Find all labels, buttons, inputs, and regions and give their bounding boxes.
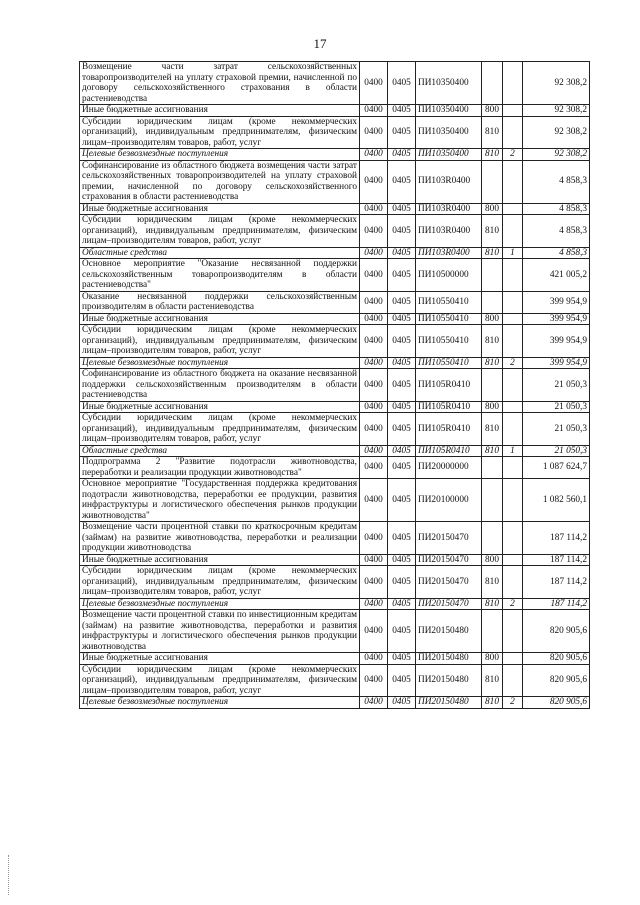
table-row xyxy=(80,116,590,149)
row-expense-type-cell: 810 xyxy=(482,116,503,149)
row-expense-type-cell xyxy=(482,62,503,105)
row-name-cell: Субсидии юридическим лицам (кроме некоммерческих организаций), индивидуальным предпринимателям, физическим лицам–производителям товаров, работ, услуг xyxy=(80,413,360,446)
row-amount-cell: 187 114,2 xyxy=(523,598,590,610)
row-source-cell xyxy=(503,566,523,599)
row-subsection-cell: 0405 xyxy=(388,116,416,149)
row-section-cell: 0400 xyxy=(360,247,388,259)
row-subsection-cell: 0405 xyxy=(388,566,416,599)
row-target-cell: ПИ20100000 xyxy=(416,479,482,522)
row-section-cell: 0400 xyxy=(360,522,388,555)
row-section-cell: 0400 xyxy=(360,697,388,709)
row-section-cell: 0400 xyxy=(360,259,388,292)
row-section-cell: 0400 xyxy=(360,653,388,665)
row-subsection-cell: 0405 xyxy=(388,325,416,358)
table-row xyxy=(80,697,590,709)
row-expense-type-cell: 810 xyxy=(482,247,503,259)
budget-table-body xyxy=(80,62,590,709)
row-section-cell: 0400 xyxy=(360,160,388,203)
row-subsection-cell: 0405 xyxy=(388,664,416,697)
row-section-cell: 0400 xyxy=(360,203,388,215)
row-section-cell: 0400 xyxy=(360,554,388,566)
row-source-cell: 1 xyxy=(503,445,523,457)
row-target-cell: ПИ20150470 xyxy=(416,598,482,610)
row-target-cell: ПИ105R0410 xyxy=(416,413,482,446)
row-amount-cell: 399 954,9 xyxy=(523,325,590,358)
row-section-cell: 0400 xyxy=(360,413,388,446)
row-subsection-cell: 0405 xyxy=(388,259,416,292)
row-name-cell: Субсидии юридическим лицам (кроме некоммерческих организаций), индивидуальным предпринимателям, физическим лицам–производителям товаров, работ, услуг xyxy=(80,325,360,358)
row-target-cell: ПИ20150480 xyxy=(416,653,482,665)
row-name-cell: Возмещение части процентной ставки по инвестиционным кредитам (займам) на развитие животноводства, переработки и развития инфраструктуры и логистического обеспечения рынков продукции животноводства xyxy=(80,610,360,653)
row-section-cell: 0400 xyxy=(360,664,388,697)
row-amount-cell: 421 005,2 xyxy=(523,259,590,292)
row-expense-type-cell xyxy=(482,522,503,555)
row-source-cell xyxy=(503,522,523,555)
row-source-cell xyxy=(503,105,523,117)
row-source-cell xyxy=(503,413,523,446)
row-target-cell: ПИ103R0400 xyxy=(416,160,482,203)
row-name-cell: Субсидии юридическим лицам (кроме некоммерческих организаций), индивидуальным предпринимателям, физическим лицам–производителям товаров, работ, услуг xyxy=(80,566,360,599)
row-name-cell: Субсидии юридическим лицам (кроме некоммерческих организаций), индивидуальным предпринимателям, физическим лицам–производителям товаров, работ, услуг xyxy=(80,116,360,149)
table-row xyxy=(80,598,590,610)
row-subsection-cell: 0405 xyxy=(388,445,416,457)
row-section-cell: 0400 xyxy=(360,401,388,413)
scan-margin-dots xyxy=(8,855,11,895)
row-source-cell: 2 xyxy=(503,697,523,709)
row-source-cell: 1 xyxy=(503,247,523,259)
row-name-cell: Возмещение части процентной ставки по краткосрочным кредитам (займам) на развитие животноводства, переработки и реализации продукции животноводства xyxy=(80,522,360,555)
row-source-cell: 2 xyxy=(503,357,523,369)
table-row xyxy=(80,105,590,117)
table-row xyxy=(80,62,590,105)
row-section-cell: 0400 xyxy=(360,610,388,653)
table-row xyxy=(80,149,590,161)
row-target-cell: ПИ103R0400 xyxy=(416,247,482,259)
row-name-cell: Областные средства xyxy=(80,247,360,259)
row-subsection-cell: 0405 xyxy=(388,369,416,402)
row-target-cell: ПИ20150480 xyxy=(416,610,482,653)
row-section-cell: 0400 xyxy=(360,215,388,248)
row-name-cell: Подпрограмма 2 "Развитие подотрасли животноводства, переработки и реализации продукции животноводства" xyxy=(80,457,360,479)
row-name-cell: Иные бюджетные ассигнования xyxy=(80,105,360,117)
table-row xyxy=(80,479,590,522)
row-target-cell: ПИ20150480 xyxy=(416,664,482,697)
row-subsection-cell: 0405 xyxy=(388,554,416,566)
row-amount-cell: 21 050,3 xyxy=(523,445,590,457)
row-section-cell: 0400 xyxy=(360,105,388,117)
row-amount-cell: 820 905,6 xyxy=(523,697,590,709)
row-name-cell: Целевые безвозмездные поступления xyxy=(80,357,360,369)
row-expense-type-cell: 800 xyxy=(482,401,503,413)
row-expense-type-cell: 800 xyxy=(482,105,503,117)
row-target-cell: ПИ10350400 xyxy=(416,149,482,161)
row-expense-type-cell xyxy=(482,160,503,203)
row-expense-type-cell xyxy=(482,479,503,522)
row-section-cell: 0400 xyxy=(360,457,388,479)
row-subsection-cell: 0405 xyxy=(388,160,416,203)
row-name-cell: Целевые безвозмездные поступления xyxy=(80,598,360,610)
row-expense-type-cell: 800 xyxy=(482,203,503,215)
table-row xyxy=(80,653,590,665)
row-amount-cell: 21 050,3 xyxy=(523,369,590,402)
row-subsection-cell: 0405 xyxy=(388,479,416,522)
row-amount-cell: 187 114,2 xyxy=(523,522,590,555)
row-subsection-cell: 0405 xyxy=(388,522,416,555)
row-section-cell: 0400 xyxy=(360,369,388,402)
row-amount-cell: 4 858,3 xyxy=(523,203,590,215)
row-amount-cell: 92 308,2 xyxy=(523,62,590,105)
row-amount-cell: 92 308,2 xyxy=(523,105,590,117)
row-target-cell: ПИ103R0400 xyxy=(416,203,482,215)
table-row xyxy=(80,369,590,402)
row-expense-type-cell xyxy=(482,369,503,402)
row-subsection-cell: 0405 xyxy=(388,413,416,446)
row-subsection-cell: 0405 xyxy=(388,203,416,215)
row-source-cell xyxy=(503,325,523,358)
table-row xyxy=(80,313,590,325)
row-amount-cell: 399 954,9 xyxy=(523,291,590,313)
row-source-cell xyxy=(503,215,523,248)
table-row xyxy=(80,357,590,369)
row-target-cell: ПИ10550410 xyxy=(416,325,482,358)
row-amount-cell: 399 954,9 xyxy=(523,313,590,325)
row-subsection-cell: 0405 xyxy=(388,457,416,479)
row-amount-cell: 1 087 624,7 xyxy=(523,457,590,479)
row-target-cell: ПИ20150480 xyxy=(416,697,482,709)
row-name-cell: Субсидии юридическим лицам (кроме некоммерческих организаций), индивидуальным предпринимателям, физическим лицам–производителям товаров, работ, услуг xyxy=(80,664,360,697)
row-subsection-cell: 0405 xyxy=(388,357,416,369)
row-source-cell xyxy=(503,369,523,402)
row-target-cell: ПИ20150470 xyxy=(416,554,482,566)
row-source-cell: 2 xyxy=(503,149,523,161)
row-expense-type-cell: 810 xyxy=(482,149,503,161)
row-name-cell: Оказание несвязанной поддержки сельскохозяйственным производителям в области растениеводства xyxy=(80,291,360,313)
row-amount-cell: 399 954,9 xyxy=(523,357,590,369)
row-source-cell xyxy=(503,664,523,697)
table-row xyxy=(80,215,590,248)
table-row xyxy=(80,401,590,413)
table-row xyxy=(80,160,590,203)
budget-table xyxy=(79,61,590,709)
table-row xyxy=(80,457,590,479)
row-section-cell: 0400 xyxy=(360,445,388,457)
row-subsection-cell: 0405 xyxy=(388,215,416,248)
row-section-cell: 0400 xyxy=(360,313,388,325)
row-expense-type-cell: 800 xyxy=(482,653,503,665)
row-expense-type-cell: 810 xyxy=(482,598,503,610)
row-section-cell: 0400 xyxy=(360,291,388,313)
table-row xyxy=(80,291,590,313)
table-row xyxy=(80,413,590,446)
row-name-cell: Софинансирование из областного бюджета на оказание несвязанной поддержки сельскохозяйственным производителям в области растениеводства xyxy=(80,369,360,402)
row-subsection-cell: 0405 xyxy=(388,653,416,665)
row-expense-type-cell xyxy=(482,259,503,292)
row-subsection-cell: 0405 xyxy=(388,401,416,413)
table-row xyxy=(80,522,590,555)
row-amount-cell: 4 858,3 xyxy=(523,160,590,203)
row-amount-cell: 21 050,3 xyxy=(523,401,590,413)
row-name-cell: Возмещение части затрат сельскохозяйственных товаропроизводителей на уплату страховой премии, начисленной по договору сельскохозяйственного страхования в области растениеводства xyxy=(80,62,360,105)
row-name-cell: Основное мероприятие "Оказание несвязанной поддержки сельскохозяйственным товаропроизводителям в области растениеводства" xyxy=(80,259,360,292)
row-subsection-cell: 0405 xyxy=(388,62,416,105)
row-target-cell: ПИ20000000 xyxy=(416,457,482,479)
row-subsection-cell: 0405 xyxy=(388,313,416,325)
row-target-cell: ПИ103R0400 xyxy=(416,215,482,248)
table-row xyxy=(80,610,590,653)
row-expense-type-cell xyxy=(482,291,503,313)
row-source-cell xyxy=(503,457,523,479)
row-section-cell: 0400 xyxy=(360,598,388,610)
table-row xyxy=(80,554,590,566)
table-row xyxy=(80,259,590,292)
row-target-cell: ПИ10350400 xyxy=(416,105,482,117)
row-expense-type-cell: 810 xyxy=(482,697,503,709)
row-source-cell xyxy=(503,610,523,653)
row-name-cell: Иные бюджетные ассигнования xyxy=(80,401,360,413)
row-section-cell: 0400 xyxy=(360,62,388,105)
row-amount-cell: 187 114,2 xyxy=(523,554,590,566)
row-source-cell xyxy=(503,160,523,203)
row-target-cell: ПИ10500000 xyxy=(416,259,482,292)
table-row xyxy=(80,445,590,457)
row-expense-type-cell: 810 xyxy=(482,215,503,248)
row-name-cell: Иные бюджетные ассигнования xyxy=(80,313,360,325)
row-amount-cell: 92 308,2 xyxy=(523,116,590,149)
row-subsection-cell: 0405 xyxy=(388,697,416,709)
table-row xyxy=(80,325,590,358)
row-source-cell xyxy=(503,116,523,149)
table-row xyxy=(80,203,590,215)
table-row xyxy=(80,566,590,599)
row-amount-cell: 820 905,6 xyxy=(523,610,590,653)
row-section-cell: 0400 xyxy=(360,357,388,369)
row-expense-type-cell: 810 xyxy=(482,445,503,457)
table-row xyxy=(80,247,590,259)
row-expense-type-cell xyxy=(482,457,503,479)
row-section-cell: 0400 xyxy=(360,566,388,599)
row-expense-type-cell: 810 xyxy=(482,413,503,446)
row-target-cell: ПИ105R0410 xyxy=(416,401,482,413)
row-name-cell: Целевые безвозмездные поступления xyxy=(80,149,360,161)
row-expense-type-cell: 810 xyxy=(482,664,503,697)
row-amount-cell: 4 858,3 xyxy=(523,247,590,259)
row-amount-cell: 21 050,3 xyxy=(523,413,590,446)
row-name-cell: Субсидии юридическим лицам (кроме некоммерческих организаций), индивидуальным предпринимателям, физическим лицам–производителям товаров, работ, услуг xyxy=(80,215,360,248)
row-source-cell xyxy=(503,291,523,313)
row-name-cell: Иные бюджетные ассигнования xyxy=(80,653,360,665)
row-source-cell xyxy=(503,479,523,522)
row-name-cell: Иные бюджетные ассигнования xyxy=(80,203,360,215)
row-name-cell: Областные средства xyxy=(80,445,360,457)
row-expense-type-cell: 800 xyxy=(482,313,503,325)
row-source-cell xyxy=(503,401,523,413)
row-subsection-cell: 0405 xyxy=(388,149,416,161)
row-amount-cell: 187 114,2 xyxy=(523,566,590,599)
row-expense-type-cell xyxy=(482,610,503,653)
page-number: 17 xyxy=(313,36,327,51)
row-expense-type-cell: 810 xyxy=(482,357,503,369)
row-target-cell: ПИ105R0410 xyxy=(416,445,482,457)
row-target-cell: ПИ105R0410 xyxy=(416,369,482,402)
row-amount-cell: 820 905,6 xyxy=(523,664,590,697)
table-row xyxy=(80,664,590,697)
row-expense-type-cell: 810 xyxy=(482,566,503,599)
row-source-cell xyxy=(503,259,523,292)
row-section-cell: 0400 xyxy=(360,116,388,149)
row-expense-type-cell: 810 xyxy=(482,325,503,358)
row-section-cell: 0400 xyxy=(360,325,388,358)
row-name-cell: Иные бюджетные ассигнования xyxy=(80,554,360,566)
row-target-cell: ПИ10550410 xyxy=(416,313,482,325)
row-name-cell: Софинансирование из областного бюджета возмещения части затрат сельскохозяйственных товаропроизводителей на уплату страховой премии, начисленной по договору сельскохозяйственного страхования в области растениеводства xyxy=(80,160,360,203)
row-subsection-cell: 0405 xyxy=(388,291,416,313)
row-subsection-cell: 0405 xyxy=(388,598,416,610)
row-name-cell: Целевые безвозмездные поступления xyxy=(80,697,360,709)
row-subsection-cell: 0405 xyxy=(388,105,416,117)
row-source-cell xyxy=(503,653,523,665)
row-source-cell: 2 xyxy=(503,598,523,610)
row-target-cell: ПИ10350400 xyxy=(416,62,482,105)
row-amount-cell: 1 082 560,1 xyxy=(523,479,590,522)
row-section-cell: 0400 xyxy=(360,149,388,161)
row-target-cell: ПИ20150470 xyxy=(416,522,482,555)
row-target-cell: ПИ10550410 xyxy=(416,291,482,313)
row-amount-cell: 4 858,3 xyxy=(523,215,590,248)
row-subsection-cell: 0405 xyxy=(388,247,416,259)
row-subsection-cell: 0405 xyxy=(388,610,416,653)
row-target-cell: ПИ20150470 xyxy=(416,566,482,599)
row-name-cell: Основное мероприятие "Государственная поддержка кредитования подотрасли животноводства, переработки ее продукции, развития инфраструктуры и логистического обеспечения рынков продукции животноводства" xyxy=(80,479,360,522)
row-target-cell: ПИ10550410 xyxy=(416,357,482,369)
row-source-cell xyxy=(503,313,523,325)
row-amount-cell: 92 308,2 xyxy=(523,149,590,161)
row-expense-type-cell: 800 xyxy=(482,554,503,566)
row-source-cell xyxy=(503,554,523,566)
row-amount-cell: 820 905,6 xyxy=(523,653,590,665)
row-source-cell xyxy=(503,203,523,215)
row-section-cell: 0400 xyxy=(360,479,388,522)
row-source-cell xyxy=(503,62,523,105)
row-target-cell: ПИ10350400 xyxy=(416,116,482,149)
